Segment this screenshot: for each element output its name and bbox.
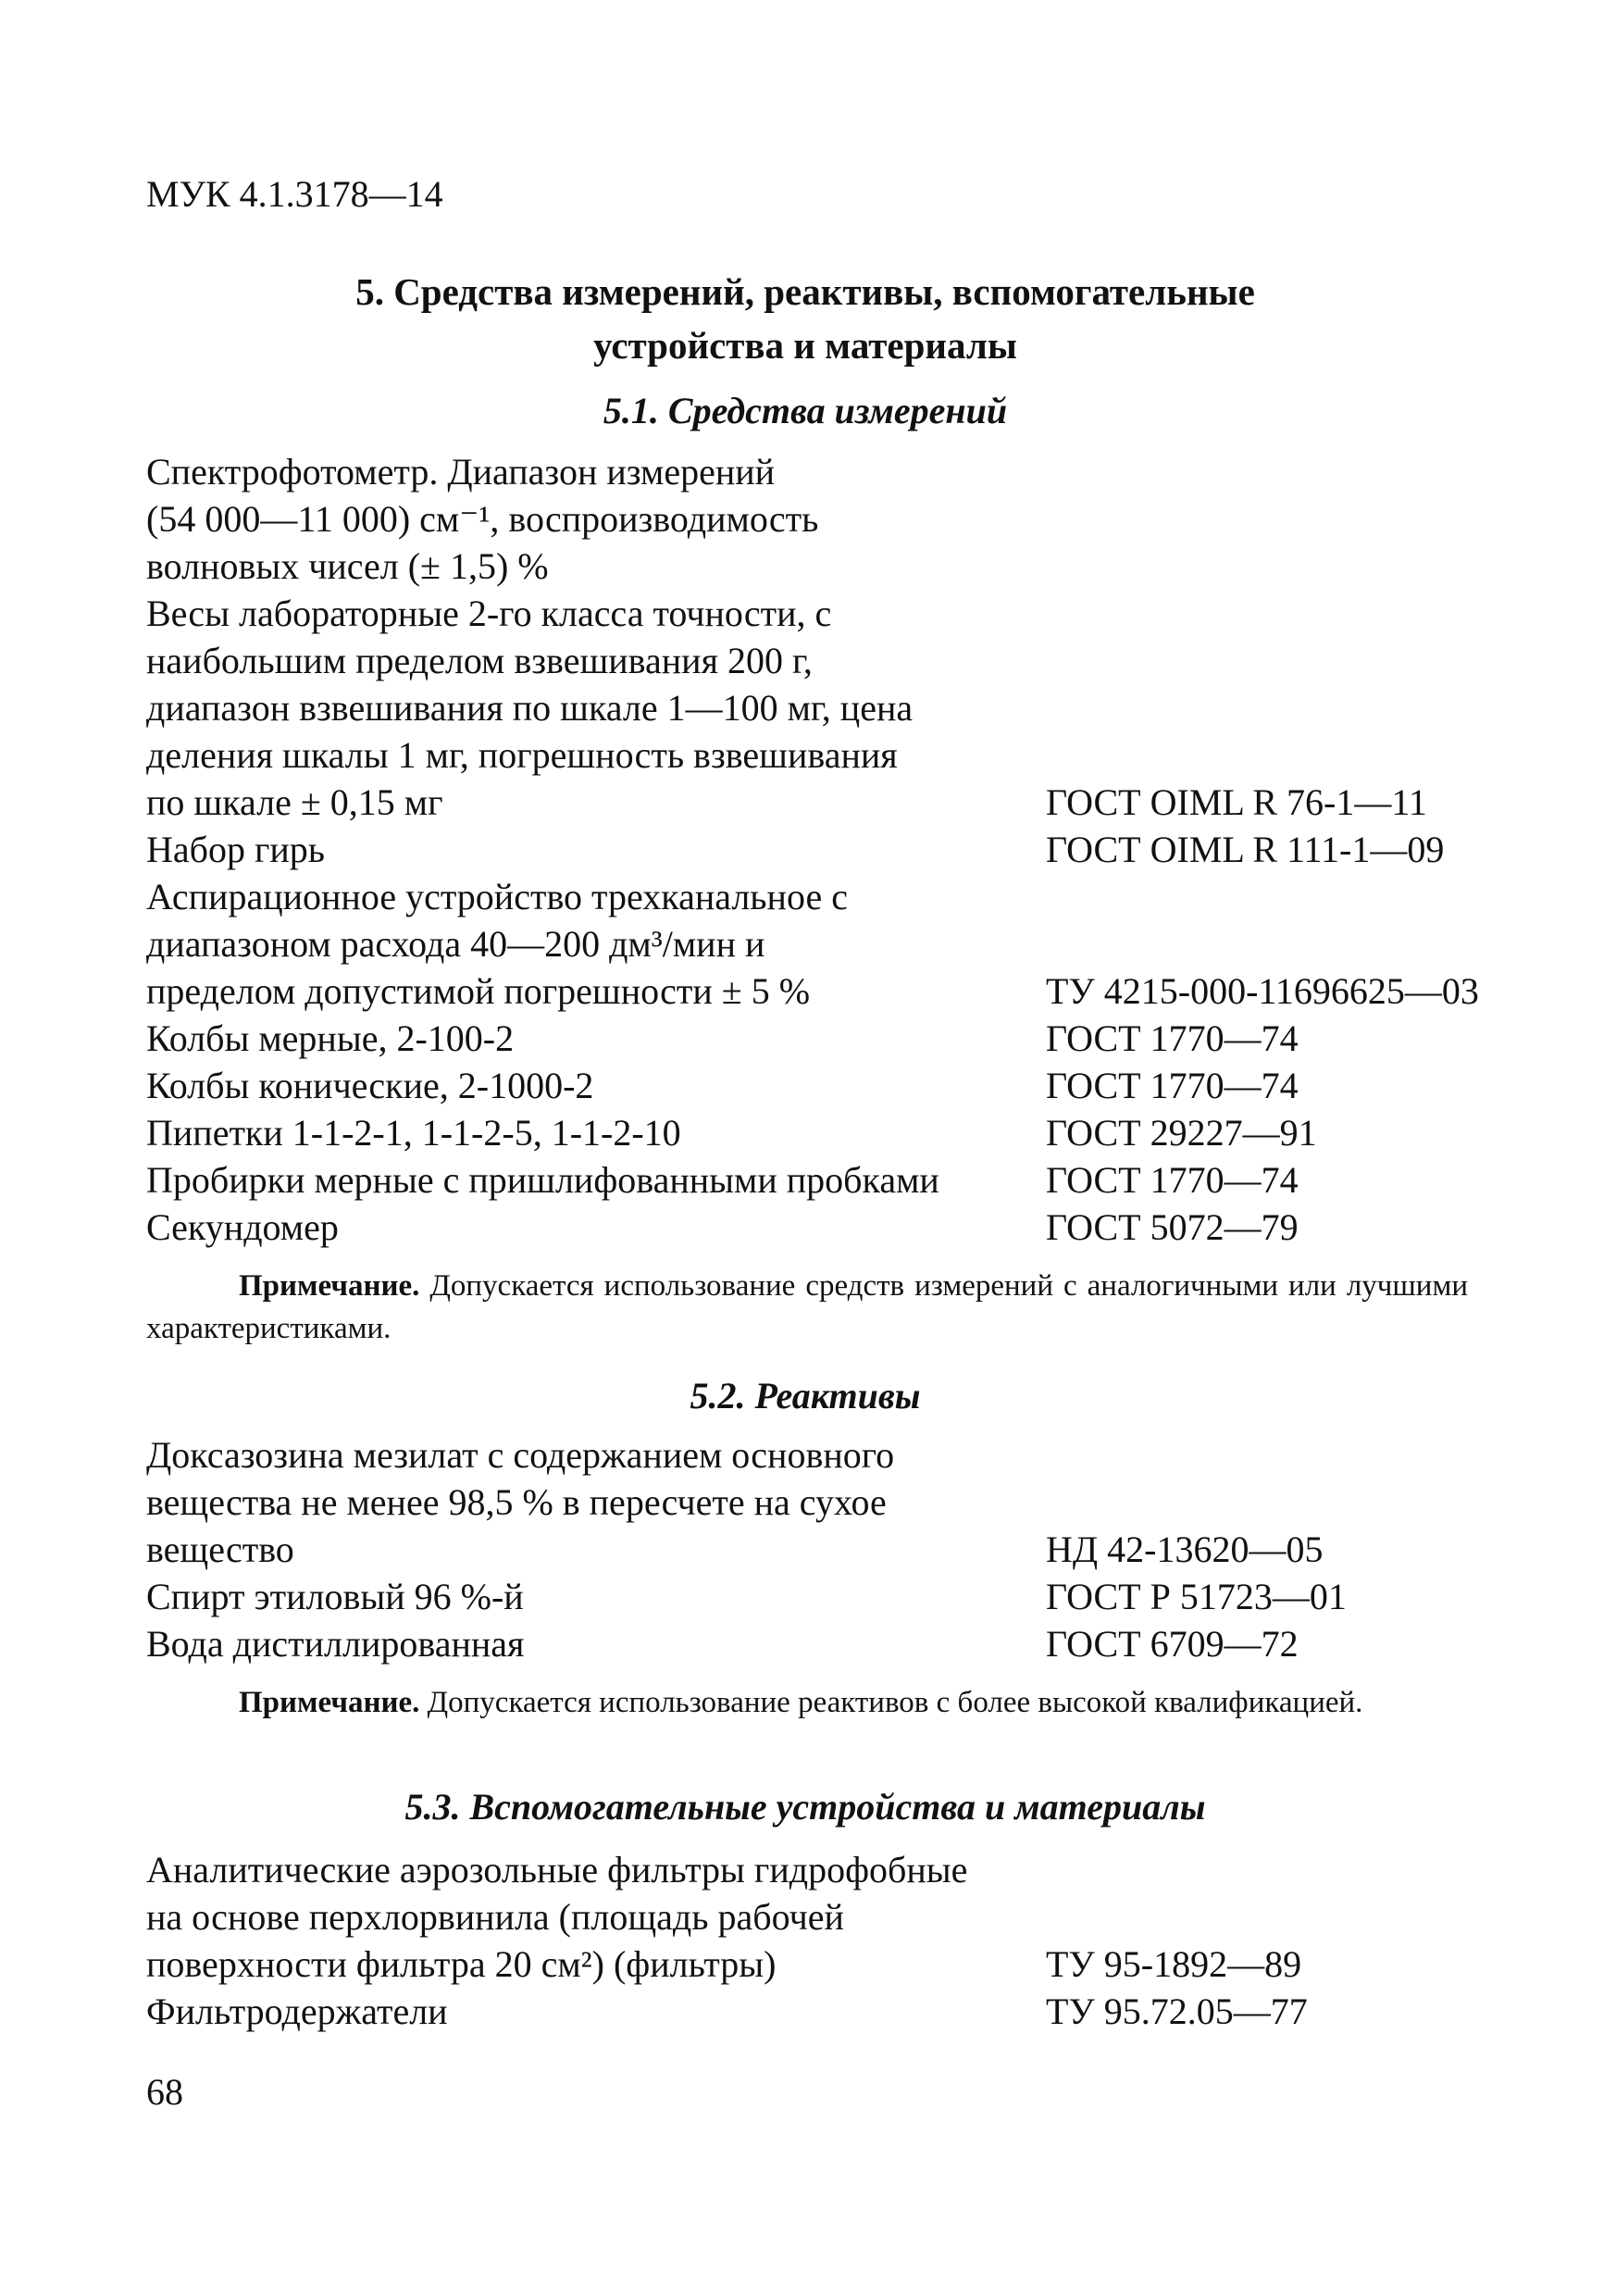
note-5-1: Примечание. Допускается использование средств измерений с аналогичными или лучшими характеристиками. [146, 1269, 1468, 1345]
section-title-line-1: 5. Средства измерений, реактивы, вспомогательные [355, 270, 1255, 313]
list-item: Вода дистиллированная ГОСТ 6709—72 [146, 1623, 1299, 1665]
section-title-line-2: устройства и материалы [593, 324, 1017, 367]
list-item: Доксазозина мезилат с содержанием основного [146, 1434, 895, 1476]
list-item: вещества не менее 98,5 % в пересчете на сухое [146, 1481, 887, 1523]
list-item: вещество НД 42-13620—05 [146, 1529, 1324, 1570]
list-item: Колбы мерные, 2-100-2 ГОСТ 1770—74 [146, 1017, 1299, 1059]
list-item: диапазон взвешивания по шкале 1—100 мг, цена [146, 687, 914, 729]
subsection-heading-5-3: 5.3. Вспомогательные устройства и материалы [404, 1786, 1206, 1828]
list-item: поверхности фильтра 20 см²) (фильтры) ТУ 95-1892—89 [146, 1943, 1302, 1985]
list-item: (54 000—11 000) см⁻¹, воспроизводимость [146, 498, 819, 540]
list-item: Весы лабораторные 2-го класса точности, с [146, 593, 832, 634]
note-5-2: Примечание. Допускается использование реактивов с более высокой квалификацией. [239, 1686, 1363, 1719]
list-item: Спирт этиловый 96 %-й ГОСТ Р 51723—01 [146, 1576, 1347, 1617]
list-item: Спектрофотометр. Диапазон измерений [146, 451, 776, 493]
subsection-heading-5-1: 5.1. Средства измерений [603, 390, 1008, 431]
list-item: Аналитические аэрозольные фильтры гидрофобные [146, 1849, 968, 1890]
list-item: наибольшим пределом взвешивания 200 г, [146, 640, 813, 681]
list-item: Фильтродержатели ТУ 95.72.05—77 [146, 1990, 1308, 2032]
list-item: на основе перхлорвинила (площадь рабочей [146, 1896, 844, 1938]
list-item: диапазоном расхода 40—200 дм³/мин и [146, 923, 765, 965]
list-item: Аспирационное устройство трехканальное с [146, 876, 848, 917]
subsection-heading-5-2: 5.2. Реактивы [690, 1375, 921, 1416]
list-item: Колбы конические, 2-1000-2 ГОСТ 1770—74 [146, 1065, 1299, 1106]
list-item: по шкале ± 0,15 мг ГОСТ OIML R 76-1—11 [146, 781, 1427, 823]
page-number: 68 [146, 2071, 183, 2113]
list-item: Пробирки мерные с пришлифованными пробками ГОСТ 1770—74 [146, 1159, 1299, 1201]
list-item: волновых чисел (± 1,5) % [146, 545, 549, 587]
list-item: Набор гирь ГОСТ OIML R 111-1—09 [146, 829, 1445, 870]
list-item: Пипетки 1-1-2-1, 1-1-2-5, 1-1-2-10 ГОСТ 29227—91 [146, 1112, 1317, 1154]
list-item: Секундомер ГОСТ 5072—79 [146, 1206, 1299, 1248]
document-code-header: МУК 4.1.3178—14 [146, 173, 443, 215]
list-item: деления шкалы 1 мг, погрешность взвешивания [146, 734, 898, 776]
section-title [139, 265, 1472, 372]
list-item: пределом допустимой погрешности ± 5 % ТУ 4215-000-11696625—03 [146, 970, 1479, 1012]
